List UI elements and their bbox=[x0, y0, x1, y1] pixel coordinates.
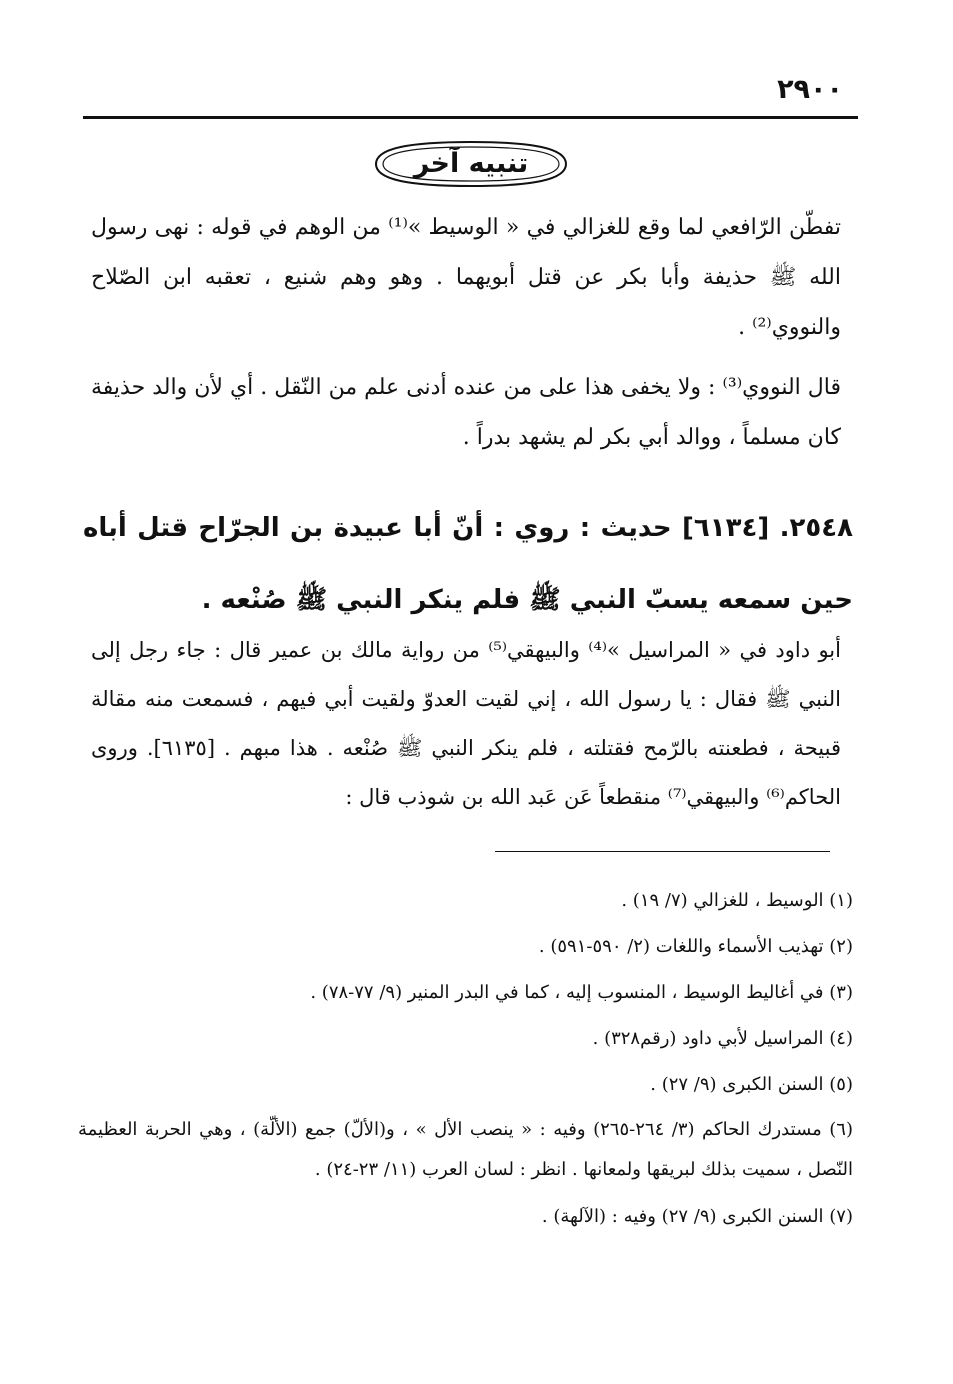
section-title: تنبيه آخر bbox=[413, 148, 529, 179]
footnote-6: (٦) مستدرك الحاكم (٣/ ٢٦٤-٢٦٥) وفيه : « ينصب الأل » ، و(الألّ) جمع (الألّة) ، وهي الحربة العظيمة النّصل ، سميت بذلك لبريقها ولمعانها . انظر : لسان العرب (١١/ ٢٣-٢٤) . bbox=[78, 1119, 853, 1180]
footnote-1: (١) الوسيط ، للغزالي (٧/ ١٩) . bbox=[621, 890, 853, 911]
footnote-7: (٧) السنن الكبرى (٩/ ٢٧) وفيه : (الآلهة) . bbox=[541, 1206, 853, 1227]
section-title-box bbox=[370, 139, 572, 189]
hadith-heading: ٢٥٤٨. [٦١٣٤] حديث : روي : أنّ أبا عبيدة بن الجرّاح قتل أباه حين سمعه يسبّ النبي ﷺ فلم ينكر النبي ﷺ صُنْعه . bbox=[83, 513, 854, 615]
header-rule bbox=[83, 116, 858, 119]
commentary-paragraph: أبو داود في « المراسيل »⁽⁴⁾ والبيهقي⁽⁵⁾ من رواية مالك بن عمير قال : جاء رجل إلى النبي ﷺ فقال : يا رسول الله ، إني لقيت العدوّ ولقيت أبي فيهم ، فسمعت منه مقالة قبيحة ، فطعنته بالرّمح فقتلته ، فلم ينكر النبي ﷺ صُنْعه . هذا مبهم . [٦١٣٥]. وروى الحاكم⁽⁶⁾ والبيهقي⁽⁷⁾ منقطعاً عَن عَبد الله بن شوذب قال : bbox=[91, 638, 841, 809]
footnote-2: (٢) تهذيب الأسماء واللغات (٢/ ٥٩٠-٥٩١) . bbox=[538, 936, 853, 957]
footnote-5: (٥) السنن الكبرى (٩/ ٢٧) . bbox=[650, 1074, 853, 1095]
footnote-separator bbox=[495, 851, 830, 852]
footnotes bbox=[78, 878, 853, 1240]
page-number: ٢٩٠٠ bbox=[777, 74, 843, 105]
footnote-3: (٣) في أغاليط الوسيط ، المنسوب إليه ، كما في البدر المنير (٩/ ٧٧-٧٨) . bbox=[310, 982, 853, 1003]
paragraph-2: قال النووي⁽³⁾ : ولا يخفى هذا على من عنده أدنى علم من النّقل . أي لأن والد حذيفة كان مسلماً ، ووالد أبي بكر لم يشهد بدراً . bbox=[91, 375, 842, 450]
footnote-4: (٤) المراسيل لأبي داود (رقم٣٢٨) . bbox=[592, 1028, 853, 1049]
paragraph-1: تفطّن الرّافعي لما وقع للغزالي في « الوسيط »⁽¹⁾ من الوهم في قوله : نهى رسول الله ﷺ حذيفة وأبا بكر عن قتل أبويهما . وهو وهم شنيع ، تعقبه ابن الصّلاح والنووي⁽²⁾ . bbox=[91, 215, 842, 340]
